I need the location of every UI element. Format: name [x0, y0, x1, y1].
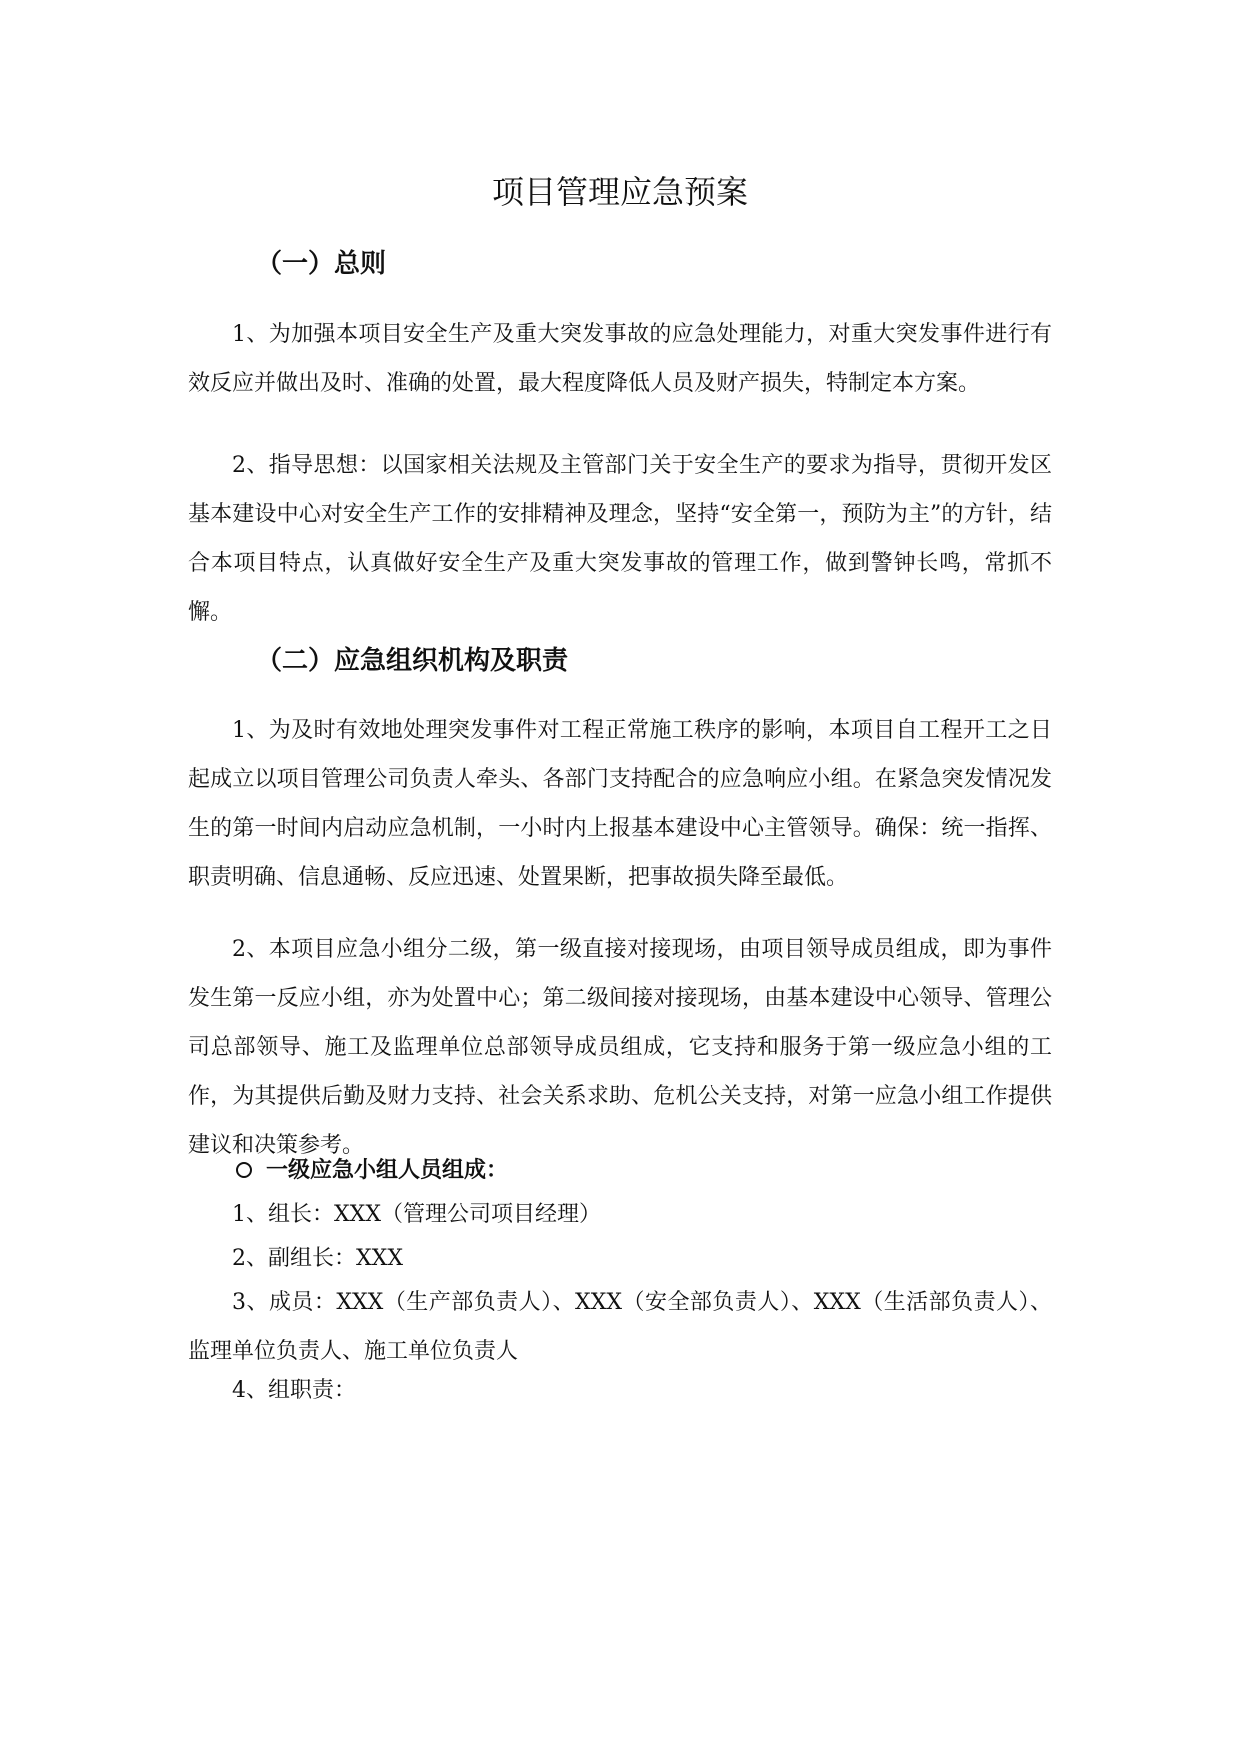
paragraph-organization-1: 1、为及时有效地处理突发事件对工程正常施工秩序的影响，本项目自工程开工之日起成立以项目管理公司负责人牵头、各部门支持配合的应急响应小组。在紧急突发情况发生的第一时间内启动应急机制，一小时内上报基本建设中心主管领导。确保：统一指挥、职责明确、信息通畅、反应迅速、处置果断，把事故损失降至最低。: [188, 718, 1052, 890]
list-item-deputy-leader: 2、副组长：XXX: [232, 1246, 403, 1271]
subheading-text: 一级应急小组人员组成：: [266, 1158, 509, 1183]
list-item-duties: 4、组职责：: [232, 1378, 356, 1403]
section-heading-organization: （二）应急组织机构及职责: [256, 646, 569, 676]
document-title: 项目管理应急预案: [491, 173, 748, 211]
list-item-leader: 1、组长：XXX（管理公司项目经理）: [232, 1202, 601, 1227]
paragraph-organization-2: 2、本项目应急小组分二级，第一级直接对接现场，由项目领导成员组成，即为事件发生第一反应小组，亦为处置中心；第二级间接对接现场，由基本建设中心领导、管理公司总部领导、施工及监理单位总部领导成员组成，它支持和服务于第一级应急小组的工作，为其提供后勤及财力支持、社会关系求助、危机公关支持，对第一应急小组工作提供建议和决策参考。: [188, 937, 1052, 1158]
list-item-members: 3、成员：XXX（生产部负责人）、XXX（安全部负责人）、XXX（生活部负责人）、监理单位负责人、施工单位负责人: [188, 1290, 1052, 1364]
subheading-first-level-group: [236, 1151, 508, 1191]
paragraph-general-1: 1、为加强本项目安全生产及重大突发事故的应急处理能力，对重大突发事件进行有效反应并做出及时、准确的处置，最大程度降低人员及财产损失，特制定本方案。: [188, 322, 1052, 396]
paragraph-general-2: 2、指导思想：以国家相关法规及主管部门关于安全生产的要求为指导，贯彻开发区基本建设中心对安全生产工作的安排精神及理念，坚持“安全第一，预防为主”的方针，结合本项目特点，认真做好安全生产及重大突发事故的管理工作，做到警钟长鸣，常抓不懈。: [188, 453, 1052, 625]
circle-bullet-icon: [236, 1162, 252, 1178]
section-heading-general: （一）总则: [256, 249, 387, 279]
